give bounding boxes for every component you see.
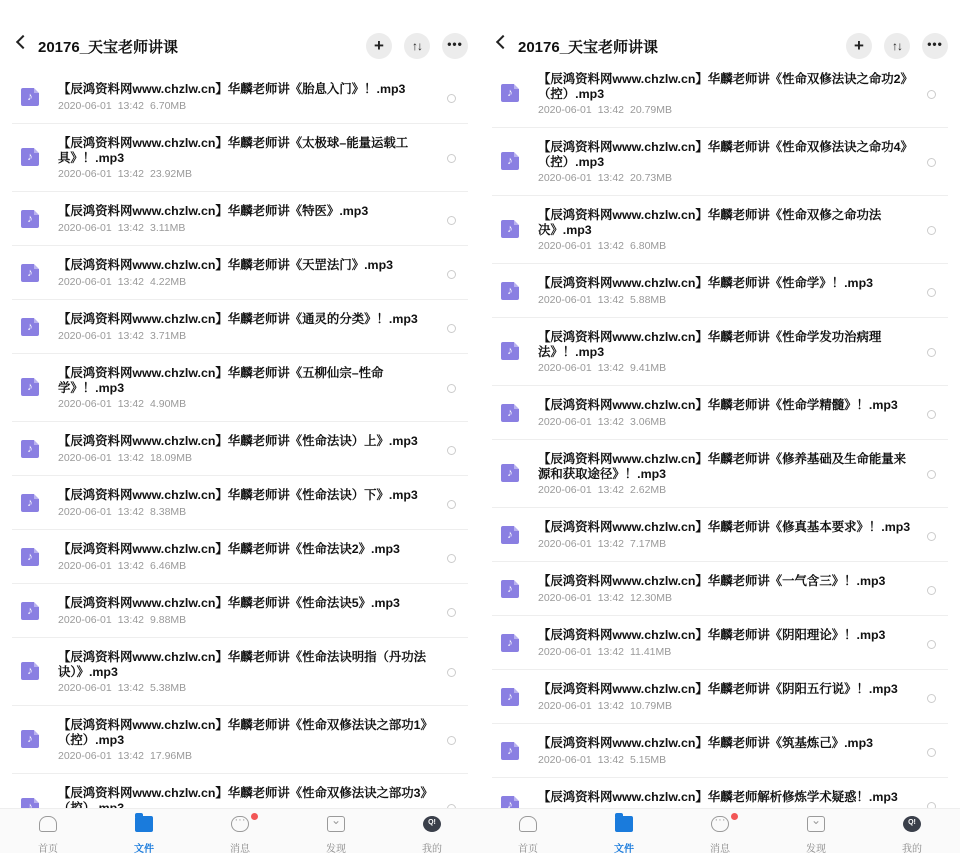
select-radio[interactable] xyxy=(447,736,456,745)
file-meta xyxy=(58,168,198,180)
tab-profile[interactable] xyxy=(864,809,960,854)
file-date: 2020-06-01 xyxy=(538,104,592,116)
sort-button[interactable] xyxy=(884,33,910,59)
audio-file-icon xyxy=(21,210,39,228)
file-date: 2020-06-01 xyxy=(58,330,112,342)
file-date: 2020-06-01 xyxy=(58,100,112,112)
file-date: 2020-06-01 xyxy=(58,452,112,464)
file-meta xyxy=(538,538,672,550)
select-radio[interactable] xyxy=(927,640,936,649)
audio-file-icon xyxy=(501,282,519,300)
file-size: 8.38MB xyxy=(150,506,187,518)
file-name: 【辰鸿资料网www.chzlw.cn】华麟老师讲《通灵的分类》！.mp3 xyxy=(58,312,418,326)
file-date: 2020-06-01 xyxy=(58,398,112,410)
select-radio[interactable] xyxy=(927,288,936,297)
message-icon xyxy=(231,816,249,832)
select-radio[interactable] xyxy=(927,748,936,757)
message-icon xyxy=(711,816,729,832)
file-name: 【辰鸿资料网www.chzlw.cn】华麟老师讲《筑基炼己》.mp3 xyxy=(538,736,874,750)
file-row[interactable] xyxy=(492,670,948,724)
file-size: 9.88MB xyxy=(150,614,187,626)
select-radio[interactable] xyxy=(447,216,456,225)
tab-folder[interactable] xyxy=(96,809,192,854)
file-size: 6.46MB xyxy=(150,560,187,572)
file-size: 6.70MB xyxy=(150,100,187,112)
file-row[interactable] xyxy=(12,422,468,476)
select-radio[interactable] xyxy=(447,554,456,563)
file-meta xyxy=(538,592,678,604)
file-date: 2020-06-01 xyxy=(58,614,112,626)
tab-label: 消息 xyxy=(710,844,730,855)
file-row[interactable] xyxy=(12,70,468,124)
file-meta xyxy=(538,754,672,766)
file-time: 13:42 xyxy=(597,646,624,658)
select-radio[interactable] xyxy=(447,324,456,333)
select-radio[interactable] xyxy=(927,226,936,235)
file-meta xyxy=(58,506,192,518)
home-icon xyxy=(39,816,57,832)
audio-file-icon xyxy=(21,264,39,282)
tab-label: 我的 xyxy=(902,844,922,855)
select-radio[interactable] xyxy=(927,694,936,703)
file-time: 13:42 xyxy=(597,362,624,374)
tab-label: 首页 xyxy=(518,844,538,855)
file-row[interactable] xyxy=(492,196,948,264)
file-meta xyxy=(58,682,192,694)
audio-file-icon xyxy=(501,464,519,482)
tab-label: 首页 xyxy=(38,844,58,855)
select-radio[interactable] xyxy=(447,94,456,103)
file-meta xyxy=(58,452,198,464)
profile-icon xyxy=(903,816,921,832)
file-size: 18.09MB xyxy=(150,452,193,464)
tab-profile[interactable] xyxy=(384,809,480,854)
file-list xyxy=(0,70,480,808)
file-row[interactable] xyxy=(492,128,948,196)
select-radio[interactable] xyxy=(447,384,456,393)
file-time: 13:42 xyxy=(117,750,144,762)
notification-badge xyxy=(731,813,738,820)
tab-label: 发现 xyxy=(326,844,346,855)
file-list xyxy=(480,70,960,808)
file-date: 2020-06-01 xyxy=(58,750,112,762)
file-size: 12.30MB xyxy=(630,592,673,604)
file-date: 2020-06-01 xyxy=(538,646,592,658)
file-size: 17.96MB xyxy=(150,750,193,762)
add-button[interactable] xyxy=(366,33,392,59)
file-row[interactable] xyxy=(12,124,468,192)
tab-label: 消息 xyxy=(230,844,250,855)
file-name: 【辰鸿资料网www.chzlw.cn】华麟老师讲《性命双修之命功法决》.mp3 xyxy=(538,208,882,237)
tab-folder[interactable] xyxy=(576,809,672,854)
select-radio[interactable] xyxy=(927,586,936,595)
more-icon: ••• xyxy=(447,37,463,51)
file-size: 4.90MB xyxy=(150,398,187,410)
file-name: 【辰鸿资料网www.chzlw.cn】华麟老师讲《性命法诀明指（丹功法诀）》.mp3 xyxy=(58,650,427,679)
file-name: 【辰鸿资料网www.chzlw.cn】华麟老师讲《性命双修法诀之部功1》（控）.mp3 xyxy=(58,718,433,747)
audio-file-icon xyxy=(501,688,519,706)
file-date: 2020-06-01 xyxy=(538,592,592,604)
select-radio[interactable] xyxy=(927,470,936,479)
folder-title: 20176_天宝老师讲课 xyxy=(518,39,659,56)
file-list-content xyxy=(480,60,960,832)
file-row[interactable] xyxy=(12,246,468,300)
audio-file-icon xyxy=(21,148,39,166)
file-name: 【辰鸿资料网www.chzlw.cn】华麟老师讲《太极球–能量运载工具》！.mp3 xyxy=(58,136,409,165)
audio-file-icon xyxy=(501,404,519,422)
file-row[interactable] xyxy=(492,386,948,440)
select-radio[interactable] xyxy=(447,668,456,677)
audio-file-icon xyxy=(501,526,519,544)
file-row[interactable] xyxy=(12,530,468,584)
file-name: 【辰鸿资料网www.chzlw.cn】华麟老师讲《修养基础及生命能量来源和获取途径》！.mp3 xyxy=(538,452,907,481)
audio-file-icon xyxy=(501,634,519,652)
bottom-tabbar xyxy=(480,808,960,853)
file-row[interactable] xyxy=(492,724,948,778)
audio-file-icon xyxy=(501,220,519,238)
file-date: 2020-06-01 xyxy=(538,172,592,184)
file-row[interactable] xyxy=(12,638,468,706)
file-time: 13:42 xyxy=(597,538,624,550)
file-size: 10.79MB xyxy=(630,700,673,712)
file-row[interactable] xyxy=(492,264,948,318)
file-time: 13:42 xyxy=(597,754,624,766)
file-size: 23.92MB xyxy=(150,168,193,180)
tab-home[interactable] xyxy=(480,809,576,854)
file-size: 7.17MB xyxy=(630,538,667,550)
file-date: 2020-06-01 xyxy=(58,276,112,288)
file-date: 2020-06-01 xyxy=(538,416,592,428)
app-header xyxy=(480,0,960,70)
audio-file-icon xyxy=(21,318,39,336)
file-meta xyxy=(538,240,672,252)
file-name: 【辰鸿资料网www.chzlw.cn】华麟老师讲《五柳仙宗–性命学》！.mp3 xyxy=(58,366,384,395)
file-date: 2020-06-01 xyxy=(538,754,592,766)
file-date: 2020-06-01 xyxy=(58,560,112,572)
add-button[interactable] xyxy=(846,33,872,59)
file-time: 13:42 xyxy=(597,700,624,712)
select-radio[interactable] xyxy=(927,532,936,541)
audio-file-icon xyxy=(21,494,39,512)
file-meta xyxy=(538,700,678,712)
file-meta xyxy=(538,646,677,658)
file-name: 【辰鸿资料网www.chzlw.cn】华麟老师讲《性命法诀5》.mp3 xyxy=(58,596,400,610)
file-name: 【辰鸿资料网www.chzlw.cn】华麟老师讲《性命学》！.mp3 xyxy=(538,276,874,290)
more-icon: ••• xyxy=(927,37,943,51)
file-row[interactable] xyxy=(12,584,468,638)
file-name: 【辰鸿资料网www.chzlw.cn】华麟老师讲《性命双修法诀之部功3》 xyxy=(58,786,433,800)
notification-badge xyxy=(251,813,258,820)
file-time: 13:42 xyxy=(117,398,144,410)
audio-file-icon xyxy=(21,378,39,396)
file-row[interactable] xyxy=(12,476,468,530)
file-name: 【辰鸿资料网www.chzlw.cn】华麟老师解析修炼学术疑惑！.mp3 xyxy=(538,790,898,804)
tab-home[interactable] xyxy=(0,809,96,854)
select-radio[interactable] xyxy=(447,608,456,617)
select-radio[interactable] xyxy=(447,270,456,279)
file-date: 2020-06-01 xyxy=(538,240,592,252)
discover-icon xyxy=(327,816,345,832)
file-name: 【辰鸿资料网www.chzlw.cn】华麟老师讲《阴阳理论》！.mp3 xyxy=(538,628,886,642)
file-date: 2020-06-01 xyxy=(538,362,592,374)
file-date: 2020-06-01 xyxy=(538,484,592,496)
file-meta xyxy=(58,750,198,762)
file-size: 2.62MB xyxy=(630,484,667,496)
audio-file-icon xyxy=(21,662,39,680)
file-size: 3.06MB xyxy=(630,416,667,428)
audio-file-icon xyxy=(21,440,39,458)
file-row[interactable] xyxy=(12,300,468,354)
file-meta xyxy=(538,484,672,496)
right-pane xyxy=(480,0,960,853)
file-time: 13:42 xyxy=(117,100,144,112)
home-icon xyxy=(519,816,537,832)
left-pane xyxy=(0,0,480,853)
tab-message[interactable] xyxy=(192,809,288,854)
tab-label: 我的 xyxy=(422,844,442,855)
file-name: 【辰鸿资料网www.chzlw.cn】华麟老师讲《胎息入门》！.mp3 xyxy=(58,82,406,96)
file-meta xyxy=(538,294,672,306)
select-radio[interactable] xyxy=(927,348,936,357)
file-size: 5.15MB xyxy=(630,754,667,766)
file-size: 11.41MB xyxy=(630,646,672,658)
tab-label: 发现 xyxy=(806,844,826,855)
file-meta xyxy=(58,100,192,112)
file-time: 13:42 xyxy=(117,330,144,342)
file-time: 13:42 xyxy=(117,506,144,518)
file-list-content xyxy=(0,70,480,842)
file-size: 6.80MB xyxy=(630,240,667,252)
file-name: 【辰鸿资料网www.chzlw.cn】华麟老师讲《性命法诀）下》.mp3 xyxy=(58,488,418,502)
file-row[interactable] xyxy=(12,354,468,422)
file-time: 13:42 xyxy=(117,614,144,626)
folder-icon xyxy=(135,816,153,832)
file-row[interactable] xyxy=(492,440,948,508)
file-meta xyxy=(58,276,192,288)
audio-file-icon xyxy=(21,730,39,748)
file-row[interactable] xyxy=(12,706,468,774)
file-name: 【辰鸿资料网www.chzlw.cn】华麟老师讲《修真基本要求》！.mp3 xyxy=(538,520,911,534)
file-time: 13:42 xyxy=(597,484,624,496)
file-meta xyxy=(538,362,672,374)
sort-icon: ↑↓ xyxy=(412,39,422,53)
file-time: 13:42 xyxy=(117,452,144,464)
file-row[interactable] xyxy=(492,616,948,670)
file-name: 【辰鸿资料网www.chzlw.cn】华麟老师讲《一气含三》！.mp3 xyxy=(538,574,886,588)
more-button[interactable] xyxy=(442,33,468,59)
bottom-tabbar xyxy=(0,808,480,853)
sort-icon: ↑↓ xyxy=(892,39,902,53)
file-name: 【辰鸿资料网www.chzlw.cn】华麟老师讲《特医》.mp3 xyxy=(58,204,369,218)
tab-label: 文件 xyxy=(134,844,154,855)
select-radio[interactable] xyxy=(927,158,936,167)
audio-file-icon xyxy=(21,88,39,106)
audio-file-icon xyxy=(501,742,519,760)
file-row[interactable] xyxy=(492,318,948,386)
file-date: 2020-06-01 xyxy=(538,538,592,550)
file-name: 【辰鸿资料网www.chzlw.cn】华麟老师讲《阴阳五行说》！.mp3 xyxy=(538,682,898,696)
file-time: 13:42 xyxy=(117,222,144,234)
tab-label: 文件 xyxy=(614,844,634,855)
audio-file-icon xyxy=(21,602,39,620)
file-time: 13:42 xyxy=(117,276,144,288)
file-time: 13:42 xyxy=(597,172,624,184)
file-meta xyxy=(58,560,192,572)
plus-icon: + xyxy=(374,36,384,55)
file-date: 2020-06-01 xyxy=(538,700,592,712)
file-name: 【辰鸿资料网www.chzlw.cn】华麟老师讲《性命学精髓》！.mp3 xyxy=(538,398,898,412)
file-size: 9.41MB xyxy=(630,362,667,374)
file-time: 13:42 xyxy=(117,168,144,180)
file-date: 2020-06-01 xyxy=(58,168,112,180)
file-time: 13:42 xyxy=(597,592,624,604)
file-date: 2020-06-01 xyxy=(58,222,112,234)
file-time: 13:42 xyxy=(117,560,144,572)
file-name: 【辰鸿资料网www.chzlw.cn】华麟老师讲《性命双修法诀之命功2》（控）.mp3 xyxy=(538,72,913,101)
file-meta xyxy=(58,330,192,342)
select-radio[interactable] xyxy=(927,90,936,99)
file-row[interactable] xyxy=(492,60,948,128)
file-date: 2020-06-01 xyxy=(58,506,112,518)
file-row[interactable] xyxy=(492,508,948,562)
file-row[interactable] xyxy=(492,562,948,616)
audio-file-icon xyxy=(501,152,519,170)
file-size: 3.11MB xyxy=(150,222,186,234)
tab-message[interactable] xyxy=(672,809,768,854)
file-time: 13:42 xyxy=(597,240,624,252)
audio-file-icon xyxy=(501,580,519,598)
file-size: 5.38MB xyxy=(150,682,187,694)
file-name: 【辰鸿资料网www.chzlw.cn】华麟老师讲《性命双修法诀之命功4》（控）.mp3 xyxy=(538,140,913,169)
tab-discover[interactable] xyxy=(768,809,864,854)
back-arrow-icon[interactable] xyxy=(14,35,28,49)
folder-title: 20176_天宝老师讲课 xyxy=(38,39,179,56)
file-name: 【辰鸿资料网www.chzlw.cn】华麟老师讲《性命法诀2》.mp3 xyxy=(58,542,400,556)
audio-file-icon xyxy=(21,548,39,566)
file-name: 【辰鸿资料网www.chzlw.cn】华麟老师讲《性命学发功治病理法》！.mp3 xyxy=(538,330,882,359)
more-button[interactable] xyxy=(922,33,948,59)
file-time: 13:42 xyxy=(597,416,624,428)
select-radio[interactable] xyxy=(447,446,456,455)
tab-discover[interactable] xyxy=(288,809,384,854)
profile-icon xyxy=(423,816,441,832)
file-date: 2020-06-01 xyxy=(538,294,592,306)
file-size: 5.88MB xyxy=(630,294,667,306)
plus-icon: + xyxy=(854,36,864,55)
select-radio[interactable] xyxy=(447,500,456,509)
file-meta xyxy=(538,416,672,428)
back-arrow-icon[interactable] xyxy=(494,35,508,49)
file-meta xyxy=(58,614,192,626)
file-name: 【辰鸿资料网www.chzlw.cn】华麟老师讲《天罡法门》.mp3 xyxy=(58,258,394,272)
file-size: 20.79MB xyxy=(630,104,673,116)
file-meta xyxy=(58,222,191,234)
file-size: 4.22MB xyxy=(150,276,187,288)
file-time: 13:42 xyxy=(117,682,144,694)
folder-icon xyxy=(615,816,633,832)
select-radio[interactable] xyxy=(447,154,456,163)
audio-file-icon xyxy=(501,84,519,102)
select-radio[interactable] xyxy=(927,410,936,419)
file-meta xyxy=(58,398,192,410)
file-name: 【辰鸿资料网www.chzlw.cn】华麟老师讲《性命法诀）上》.mp3 xyxy=(58,434,418,448)
app-header xyxy=(0,0,480,70)
audio-file-icon xyxy=(501,342,519,360)
sort-button[interactable] xyxy=(404,33,430,59)
file-time: 13:42 xyxy=(597,104,624,116)
file-meta xyxy=(538,172,678,184)
file-row[interactable] xyxy=(12,192,468,246)
discover-icon xyxy=(807,816,825,832)
file-date: 2020-06-01 xyxy=(58,682,112,694)
file-time: 13:42 xyxy=(597,294,624,306)
file-size: 20.73MB xyxy=(630,172,673,184)
file-size: 3.71MB xyxy=(150,330,187,342)
file-meta xyxy=(538,104,678,116)
